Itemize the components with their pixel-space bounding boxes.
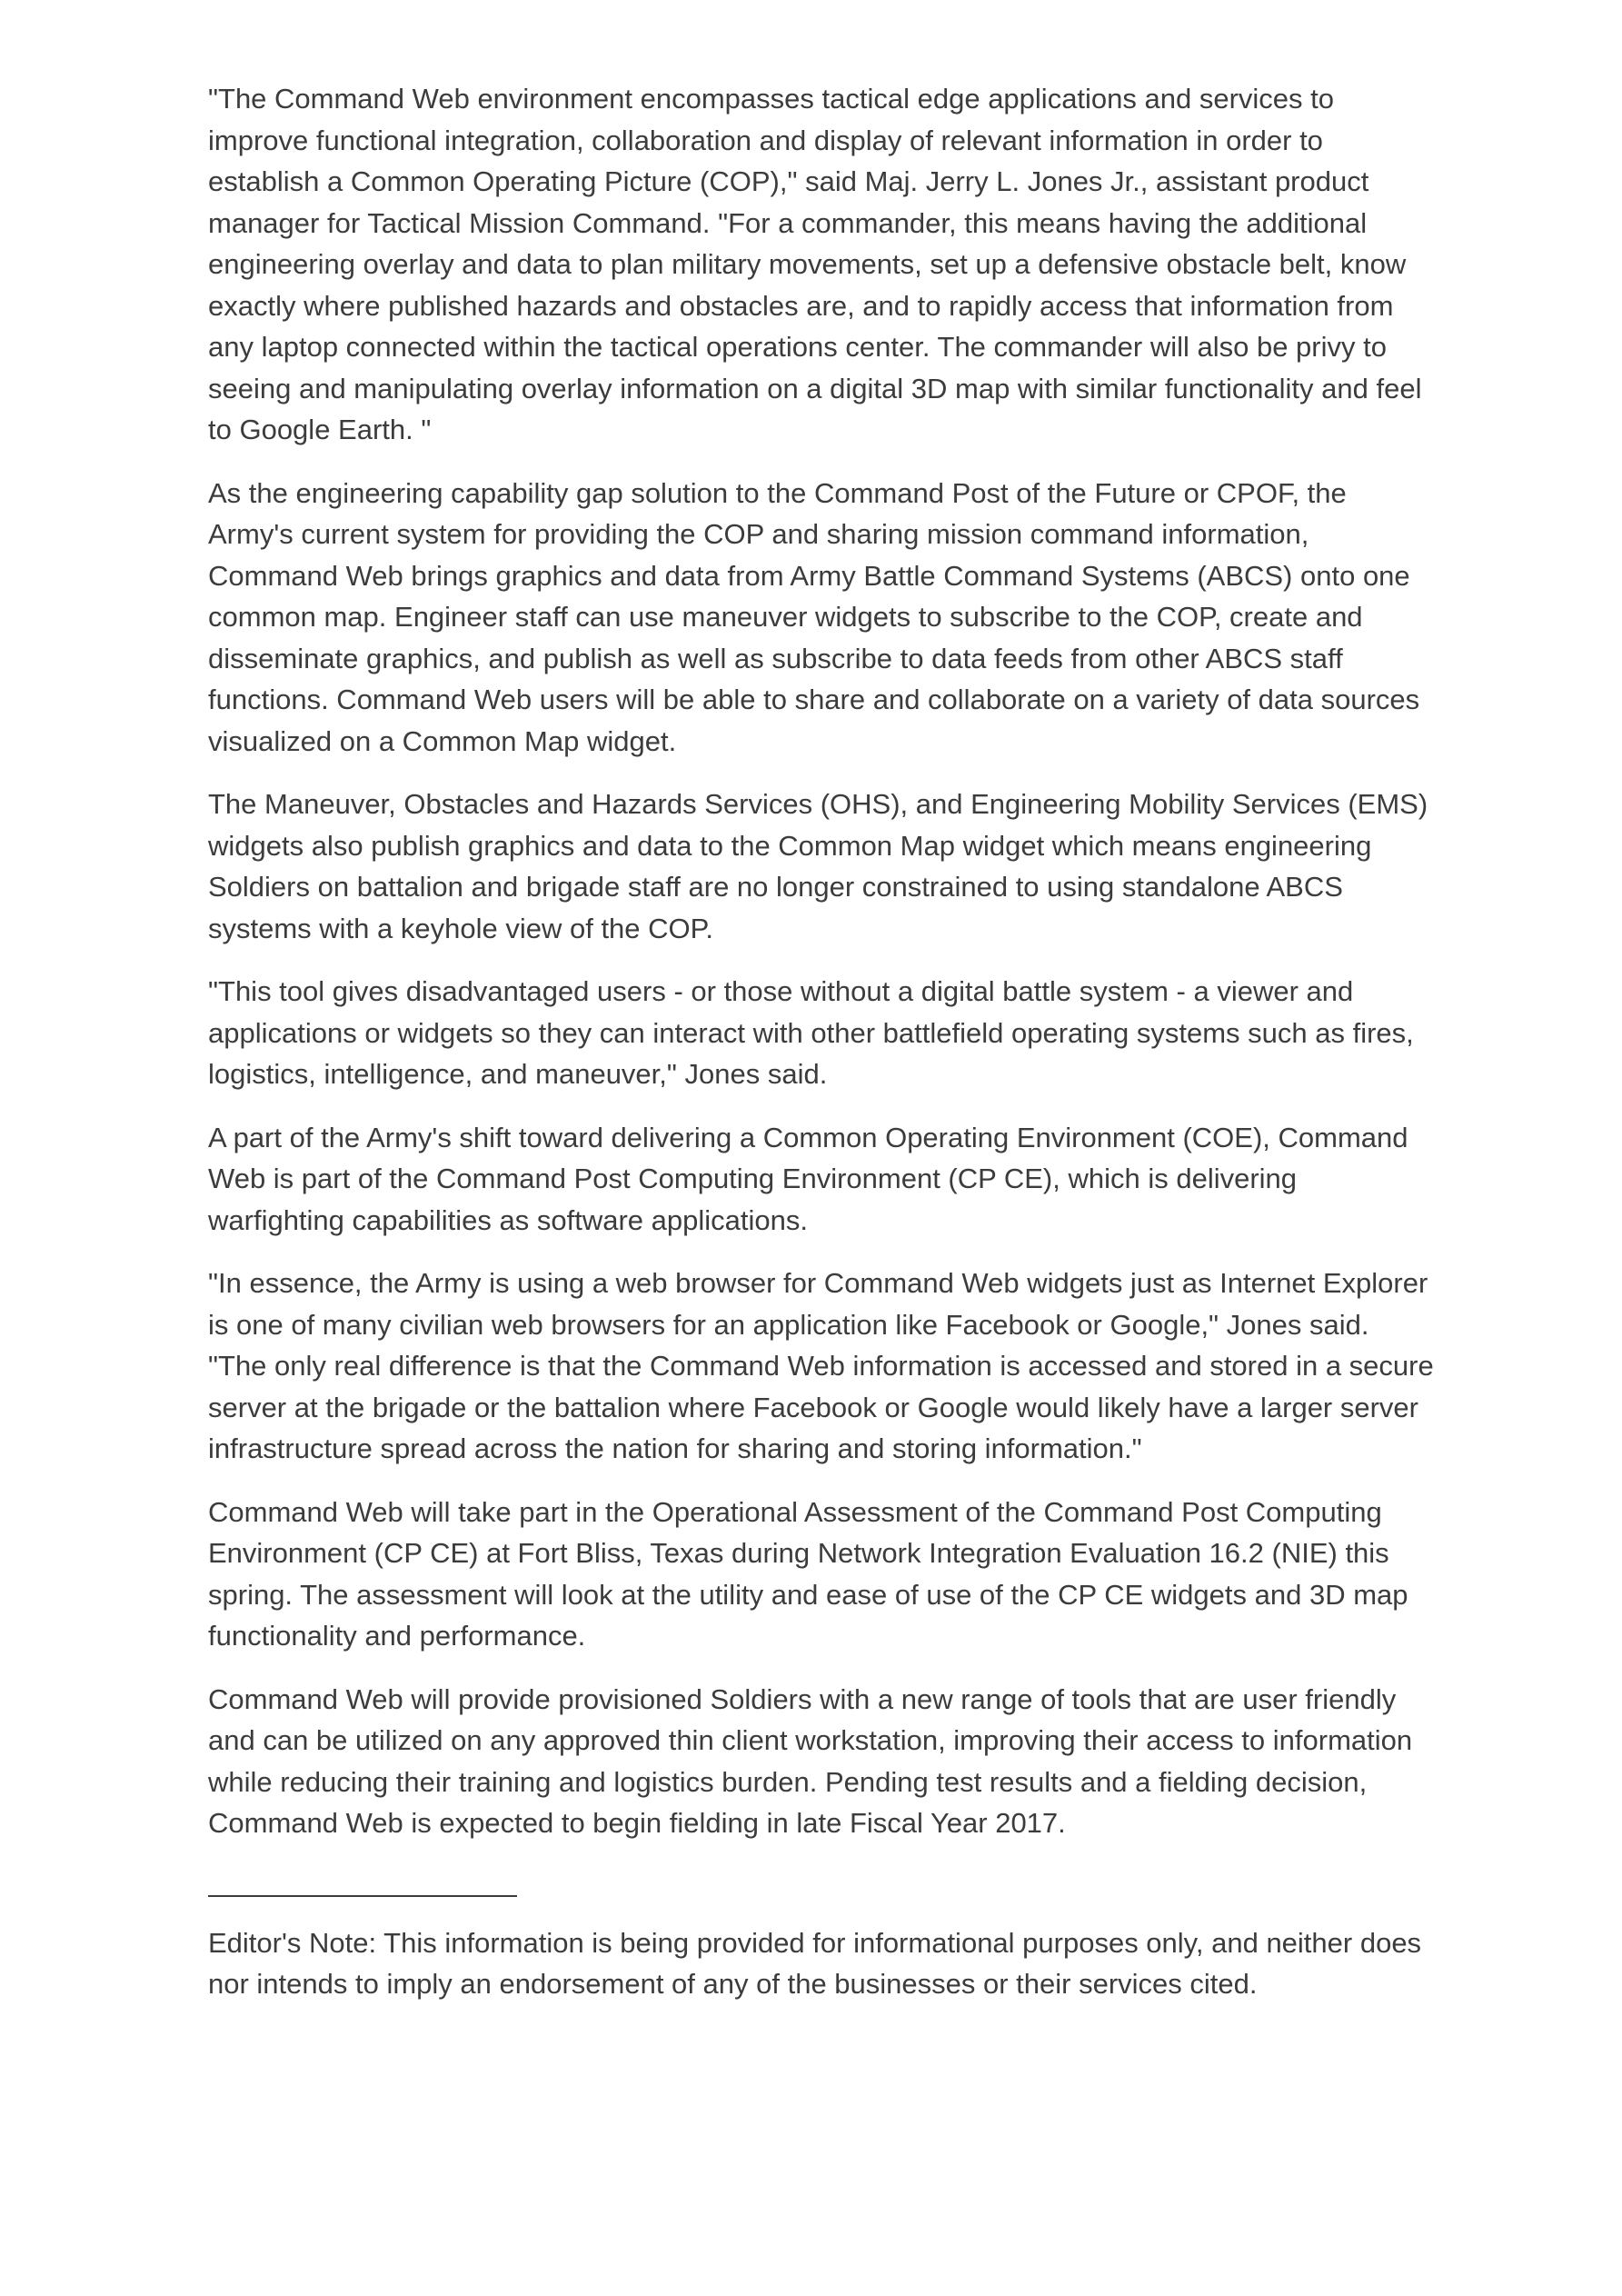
paragraph-5: A part of the Army's shift toward delivering a Common Operating Environment (COE), Command Web is part of the Command Post Computing Environment (CP CE), which is delivering warfighting capabilities as software applications. (208, 1121, 1408, 1236)
paragraph-1: "The Command Web environment encompasses tactical edge applications and services to improve functional integration, collaboration and display of relevant information in order to establish a Common Operating Picture (COP)," said Maj. Jerry L. Jones Jr., assistant product manager for Tactical Mission Command. "For a commander, this means having the additional engineering overlay and data to plan military movements, set up a defensive obstacle belt, know exactly where published hazards and obstacles are, and to rapidly access that information from any laptop connected within the tactical operations center. The commander will also be privy to seeing and manipulating overlay information on a digital 3D map with similar functionality and feel to Google Earth. " (208, 83, 1422, 445)
paragraph-6: "In essence, the Army is using a web browser for Command Web widgets just as Internet Explorer is one of many civilian web browsers for an application like Facebook or Google," Jones said. "The only real difference is that the Command Web information is accessed and stored in a secure server at the brigade or the battalion where Facebook or Google would likely have a larger server infrastructure spread across the nation for sharing and storing information." (208, 1267, 1434, 1464)
article-body (208, 78, 1435, 2005)
paragraph-8: Command Web will provide provisioned Soldiers with a new range of tools that are user friendly and can be utilized on any approved thin client workstation, improving their access to information while reducing their training and logistics burden. Pending test results and a fielding decision, Command Web is expected to begin fielding in late Fiscal Year 2017. (208, 1682, 1413, 1839)
paragraph-7: Command Web will take part in the Operational Assessment of the Command Post Computing Environment (CP CE) at Fort Bliss, Texas during Network Integration Evaluation 16.2 (NIE) this spring. The assessment will look at the utility and ease of use of the CP CE widgets and 3D map functionality and performance. (208, 1495, 1408, 1652)
footnote-divider (208, 1895, 517, 1897)
paragraph-2: As the engineering capability gap solution to the Command Post of the Future or CPOF, the Army's current system for providing the COP and sharing mission command information, Command Web brings graphics and data from Army Battle Command Systems (ABCS) onto one common map. Engineer staff can use maneuver widgets to subscribe to the COP, create and disseminate graphics, and publish as well as subscribe to data feeds from other ABCS staff functions. Command Web users will be able to share and collaborate on a variety of data sources visualized on a Common Map widget. (208, 476, 1420, 757)
paragraph-3: The Maneuver, Obstacles and Hazards Services (OHS), and Engineering Mobility Services (EMS) widgets also publish graphics and data to the Common Map widget which means engineering Soldiers on battalion and brigade staff are no longer constrained to using standalone ABCS systems with a keyhole view of the COP. (208, 788, 1428, 944)
editors-note: Editor's Note: This information is being provided for informational purposes only, and neither does nor intends to imply an endorsement of any of the businesses or their services cited. (208, 1926, 1422, 2000)
paragraph-4: "This tool gives disadvantaged users - or those without a digital battle system - a viewer and applications or widgets so they can interact with other battlefield operating systems such as fires, logistics, intelligence, and maneuver," Jones said. (208, 975, 1414, 1090)
